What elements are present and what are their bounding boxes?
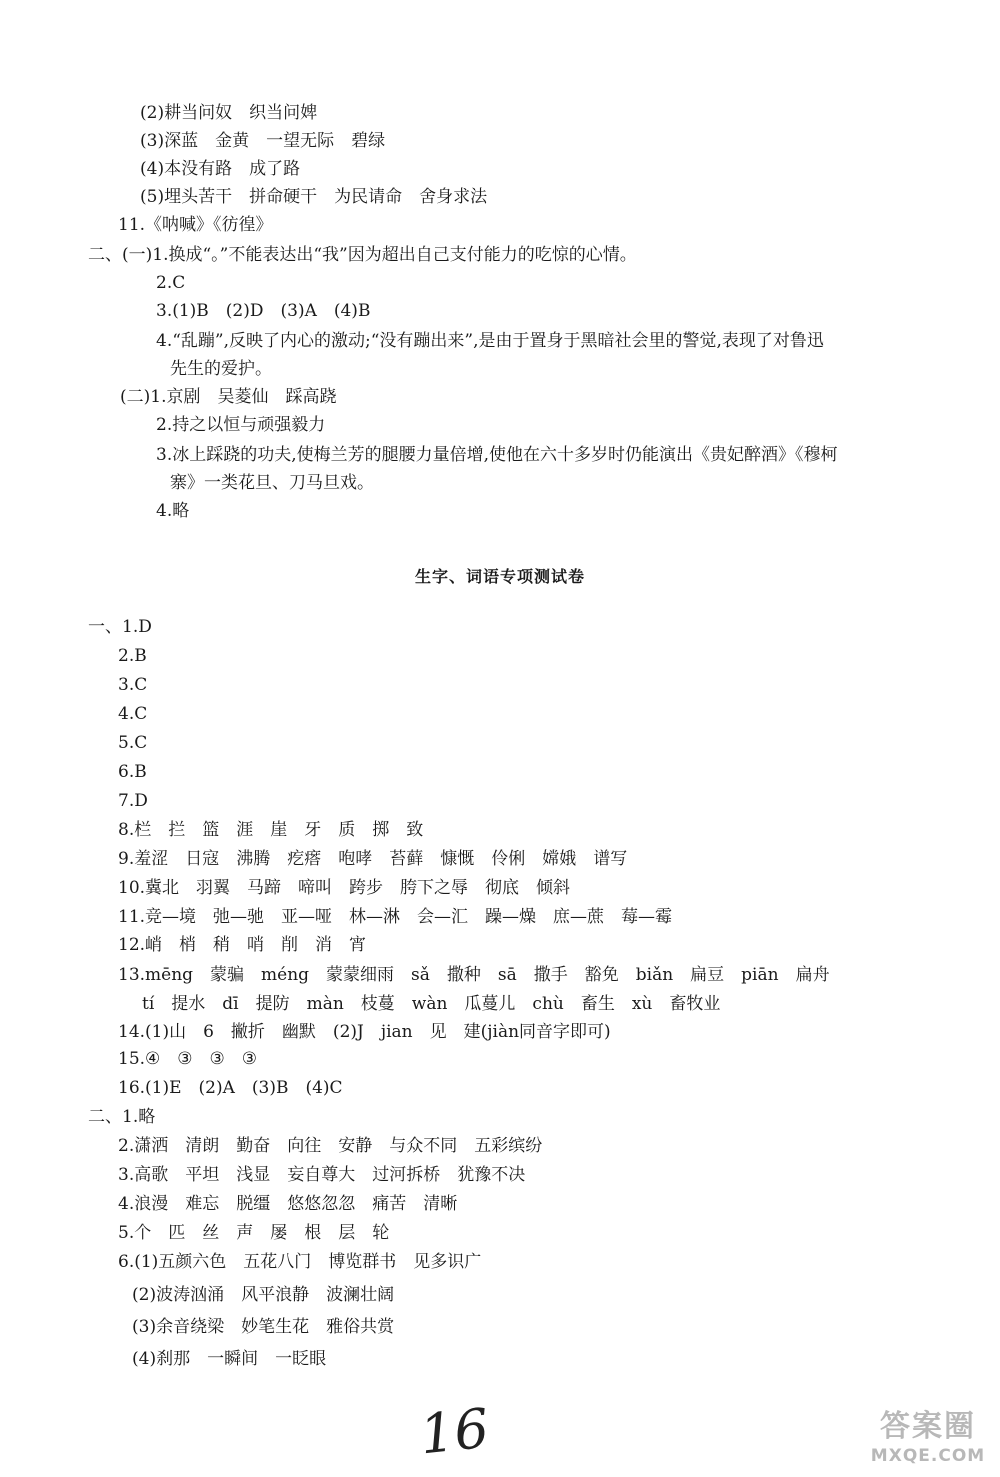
answer-line: 14.(1)山 6 撇折 幽默 (2)J jian 见 建(jiàn同音字即可) — [118, 1022, 611, 1042]
answer-line: 6.(1)五颜六色 五花八门 博览群书 见多识广 — [118, 1252, 482, 1272]
watermark-url: MXQE.COM — [870, 1446, 986, 1466]
answer-line: 3.(1)B (2)D (3)A (4)B — [156, 301, 371, 321]
answer-line: 15.④ ③ ③ ③ — [118, 1049, 257, 1069]
answer-line: 6.B — [118, 762, 147, 782]
answer-line: 5.C — [118, 733, 148, 753]
answer-line: 2.潇洒 清朗 勤奋 向往 安静 与众不同 五彩缤纷 — [118, 1136, 543, 1156]
watermark-text: 答案圈 — [880, 1409, 976, 1444]
answer-line: 10.冀北 羽翼 马蹄 啼叫 跨步 胯下之辱 彻底 倾斜 — [118, 878, 571, 898]
watermark-logo — [862, 1408, 994, 1474]
answer-line: 12.峭 梢 稍 哨 削 消 宵 — [118, 935, 367, 955]
answer-line: 二、1.略 — [88, 1107, 156, 1127]
answer-line: 2.B — [118, 646, 147, 666]
answer-line: 8.栏 拦 篮 涯 崖 牙 质 掷 致 — [118, 820, 424, 840]
answer-line: 先生的爱护。 — [170, 359, 272, 379]
answer-line: (5)埋头苦干 拼命硬干 为民请命 舍身求法 — [140, 187, 488, 207]
answer-line: 二、(一)1.换成“。”不能表达出“我”因为超出自己支付能力的吃惊的心情。 — [88, 245, 637, 265]
answer-line: (2)波涛汹涌 风平浪静 波澜壮阔 — [132, 1285, 395, 1305]
answer-line: 一、1.D — [88, 617, 152, 637]
answer-line: 7.D — [118, 791, 148, 811]
answer-line: tí 提水 dī 提防 màn 枝蔓 wàn 瓜蔓儿 chù 畜生 xù 畜牧业 — [142, 994, 721, 1014]
answer-line: (二)1.京剧 吴菱仙 踩高跷 — [120, 387, 337, 407]
answer-line: 9.羞涩 日寇 沸腾 疙瘩 咆哮 苔藓 慷慨 伶俐 嫦娥 谱写 — [118, 849, 628, 869]
answer-line: (4)刹那 一瞬间 一眨眼 — [132, 1349, 327, 1369]
answer-line: 寨》一类花旦、刀马旦戏。 — [170, 473, 374, 493]
answer-line: (3)深蓝 金黄 一望无际 碧绿 — [140, 131, 386, 151]
answer-line: 3.冰上踩跷的功夫,使梅兰芳的腿腰力量倍增,使他在六十多岁时仍能演出《贵妃醉酒》《穆柯 — [156, 445, 838, 465]
page-number: 16 — [416, 1396, 492, 1467]
answer-line: 4.“乱蹦”,反映了内心的激动;“没有蹦出来”,是由于置身于黑暗社会里的警觉,表现了对鲁迅 — [156, 331, 824, 351]
answer-line: 4.略 — [156, 501, 190, 521]
answer-line: 3.高歌 平坦 浅显 妄自尊大 过河拆桥 犹豫不决 — [118, 1165, 526, 1185]
answer-line: 2.持之以恒与顽强毅力 — [156, 415, 326, 435]
answer-line: 2.C — [156, 273, 186, 293]
answer-line: 11.竞—境 弛—驰 亚—哑 林—淋 会—汇 躁—燥 庶—蔗 莓—霉 — [118, 907, 673, 927]
answer-line: 5.个 匹 丝 声 屡 根 层 轮 — [118, 1223, 390, 1243]
answer-line: (2)耕当问奴 织当问婢 — [140, 103, 318, 123]
answer-line: 4.C — [118, 704, 148, 724]
answer-line: 3.C — [118, 675, 148, 695]
section-title: 生字、词语专项测试卷 — [414, 567, 585, 586]
answer-line: 13.mēng 蒙骗 méng 蒙蒙细雨 sǎ 撒种 sā 撒手 豁免 biǎn 扁豆 piān 扁舟 — [118, 965, 830, 985]
answer-line: 4.浪漫 难忘 脱缰 悠悠忽忽 痛苦 清晰 — [118, 1194, 458, 1214]
answer-line: 16.(1)E (2)A (3)B (4)C — [118, 1078, 343, 1098]
answer-line: (4)本没有路 成了路 — [140, 159, 301, 179]
answer-line: (3)余音绕梁 妙笔生花 雅俗共赏 — [132, 1317, 395, 1337]
answer-line: 11.《呐喊》《彷徨》 — [118, 215, 273, 235]
